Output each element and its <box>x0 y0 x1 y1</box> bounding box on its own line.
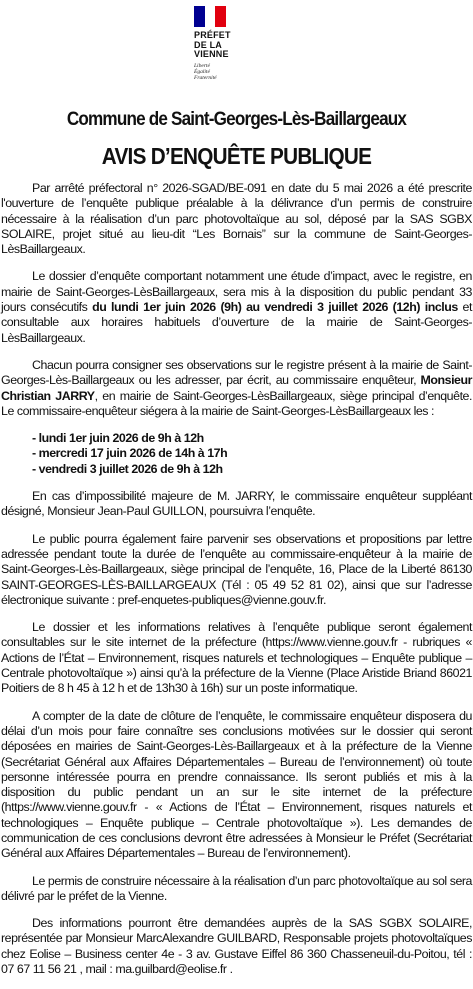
observations-text-a: Chacun pourra consigner ses observations sur le registre présent à la mairie de Saint-Georges-Lès-Baillargeaux ou les adresser, par écrit, au commissaire enquêteur, <box>1 357 472 388</box>
paragraph-decree: Par arrêté préfectoral n° 2026-SGAD/BE-091 en date du 5 mai 2026 a été prescrite l'ouverture de l’enquête publique préalable à la délivrance d’un permis de construire nécessaire à la réalisation d’un parc photovoltaïque au sol, déposé par la SAS SGBX SOLAIRE, projet situé au lieu-dit “Les Bornais” sur la commune de Saint-Georges-LèsBaillargeaux. <box>1 181 472 257</box>
paragraph-substitute: En cas d’impossibilité majeure de M. JARRY, le commissaire enquêteur suppléant désigné, Monsieur Jean-Paul GUILLON, poursuivra l’enquête. <box>1 489 472 519</box>
paragraph-observations <box>1 358 472 419</box>
paragraph-dossier <box>1 269 472 345</box>
dossier-dates: du lundi 1er juin 2026 (9h) au vendredi 3 juillet 2026 (12h) inclus <box>92 300 458 315</box>
paragraph-contact: Des informations pourront être demandées auprès de la SAS SGBX SOLAIRE, représentée par Monsieur MarcAlexandre GUILBARD, Responsable projets photovoltaïques chez Eolise – Business center 4e - 3 av. Gustave Eiffel 86 360 Chasseneuil-du-Poitou, tél : 07 67 11 56 21 , mail : ma.guilbard@eolise.fr . <box>1 916 472 977</box>
motto-fraternite: Fraternité <box>194 74 217 81</box>
paragraph-conclusions: A compter de la date de clôture de l’enquête, le commissaire enquêteur disposera du délai d’un mois pour faire connaître ses conclusions motivées sur le dossier qui seront déposées en mairies de Saint-Georges-Lès-Baillargeaux et à la préfecture de la Vienne (Secrétariat Général aux Affaires Départementales – Bureau de l’environnement) où toute personne intéressée pourra en prendre connaissance. Ils seront publiés et mis à la disposition du public pendant un an sur le site internet de la préfecture (https://www.vienne.gouv.fr - « Actions de l’État – Environnement, risques naturels et technologiques – Enquête publique – Centrale photovoltaïque »). Les demandes de communication de ces conclusions devront être adressées à Monsieur le Préfet (Secrétariat Général aux Affaires Départementales – Bureau de l’environnement). <box>1 708 472 861</box>
prefet-line1: PRÉFET <box>194 30 231 40</box>
dossier-text-c: et consultable aux horaires habituels d’ouverture de la mairie de Saint-Georges-LèsBaillargeaux. <box>1 300 472 345</box>
notice-subtitle: AVIS D’ENQUÊTE PUBLIQUE <box>101 143 372 169</box>
page-title: Commune de Saint-Georges-Lès-Baillargeaux <box>66 109 407 130</box>
notice-body <box>1 181 472 989</box>
prefet-logo <box>194 6 254 81</box>
dossier-text-a: Le dossier d’enquête comportant notamment une étude d’impact, avec le registre, en mairie de Saint-Georges-LèsBaillargeaux, sera mis à la disposition du public pendant 33 jours consécutifs <box>1 269 472 315</box>
observations-text-c: , en mairie de Saint-Georges-LèsBaillargeaux, siège principal d’enquête. Le commissaire-enquêteur siégera à la mairie de Saint-Georges-LèsBaillargeaux les : <box>1 388 472 418</box>
motto-egalite: Égalité <box>194 68 210 75</box>
flag-red-stripe <box>215 6 226 27</box>
session-item: - lundi 1er juin 2026 de 9h à 12h <box>32 431 204 446</box>
paragraph-permit: Le permis de construire nécessaire à la réalisation d’un parc photovoltaïque au sol sera délivré par le préfet de la Vienne. <box>1 873 472 903</box>
paragraph-website: Le dossier et les informations relatives à l’enquête publique seront également consultables sur le site internet de la préfecture (https://www.vienne.gouv.fr - rubriques « Actions de l’État – Environnement, risques naturels et technologiques – Enquête publique – Centrale photovoltaïque ») ainsi qu’à la préfecture de la Vienne (Place Aristide Briand 86021 Poitiers de 8 h 45 à 12 h et de 13h30 à 16h) sur un poste informatique. <box>1 620 472 696</box>
prefet-name <box>194 31 254 60</box>
commissioner-name: Monsieur Christian JARRY <box>1 373 472 403</box>
prefet-line2: DE LA VIENNE <box>194 39 229 59</box>
motto-liberte: Liberté <box>194 62 210 69</box>
session-item: - mercredi 17 juin 2026 de 14h à 17h <box>32 446 228 461</box>
republic-motto <box>194 63 254 81</box>
flag-white-stripe <box>205 6 216 27</box>
flag-blue-stripe <box>194 6 205 27</box>
session-item: - vendredi 3 juillet 2026 de 9h à 12h <box>32 461 223 476</box>
republic-flag-icon <box>194 6 226 27</box>
paragraph-letters: Le public pourra également faire parvenir ses observations et propositions par lettre adressée pendant toute la durée de l’enquête au commissaire-enquêteur à la mairie de Saint-Georges-Lès-Baillargeaux, siège principal de l’enquête, 16, Place de la Liberté 86130 SAINT-GEORGES-LÈS-BAILLARGEAUX (Tél : 05 49 52 81 02), ainsi que sur l’adresse électronique suivante : pref-enquetes-publiques@vienne.gouv.fr. <box>1 531 472 607</box>
